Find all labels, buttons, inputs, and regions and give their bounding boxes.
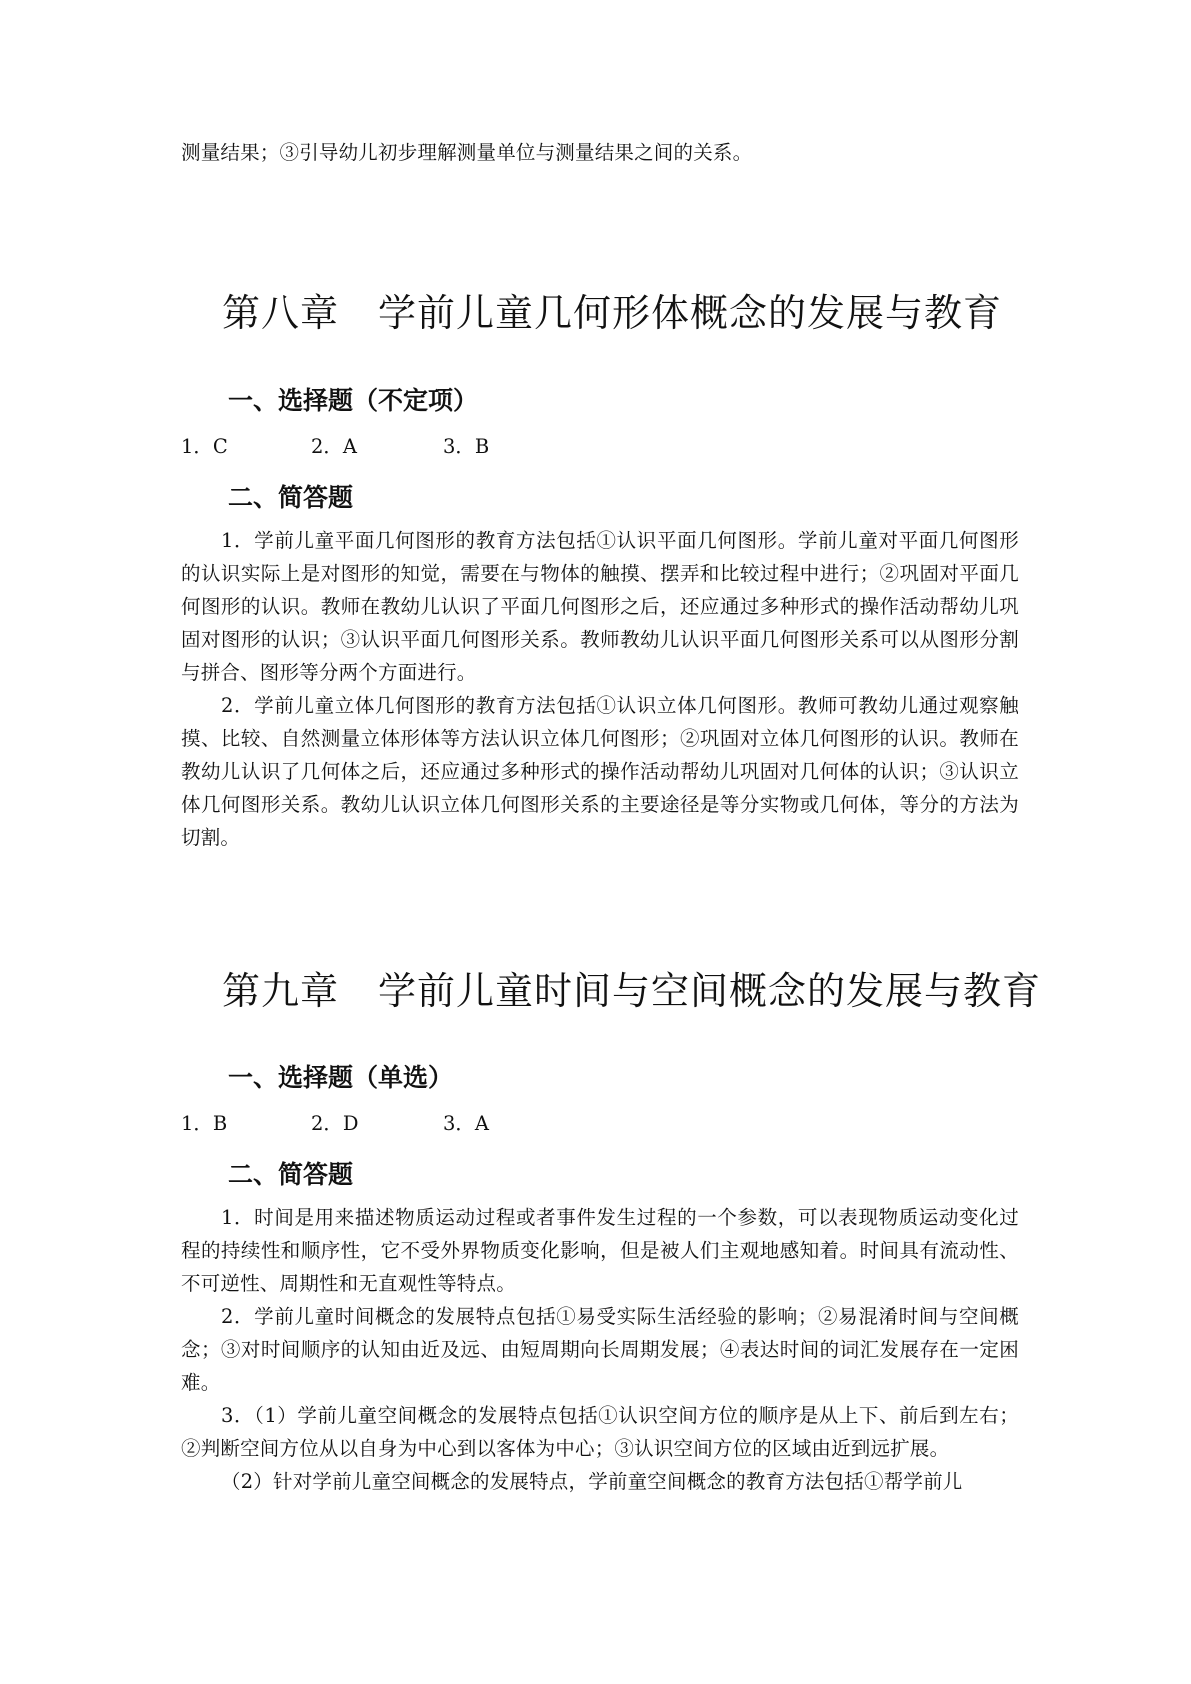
answer-item: 3．B	[443, 435, 490, 458]
answer-item: 2．A	[311, 435, 357, 458]
chapter8-title: 第八章 学前儿童几何形体概念的发展与教育	[222, 291, 1003, 335]
chapter8-section2-heading: 二、简答题	[228, 483, 354, 512]
answer-item: 1．B	[181, 1112, 228, 1135]
answer-item: 3．A	[443, 1112, 489, 1135]
chapter9-section2-heading: 二、简答题	[228, 1160, 354, 1189]
answer-item: 2．D	[311, 1112, 359, 1135]
chapter8-section1-heading: 一、选择题（不定项）	[228, 386, 479, 415]
chapter9-title: 第九章 学前儿童时间与空间概念的发展与教育	[222, 969, 1042, 1013]
answer-paragraph: 2．学前儿童时间概念的发展特点包括①易受实际生活经验的影响；②易混淆时间与空间概念；③对时间顺序的认知由近及远、由短周期向长周期发展；④表达时间的词汇发展存在一定困难。	[181, 1305, 1019, 1394]
answer-paragraph: 1．时间是用来描述物质运动过程或者事件发生过程的一个参数，可以表现物质运动变化过程的持续性和顺序性，它不受外界物质变化影响，但是被人们主观地感知着。时间具有流动性、不可逆性、周期性和无直观性等特点。	[181, 1206, 1019, 1295]
answer-paragraph: 3．（1）学前儿童空间概念的发展特点包括①认识空间方位的顺序是从上下、前后到左右；②判断空间方位从以自身为中心到以客体为中心；③认识空间方位的区域由近到远扩展。	[181, 1404, 1019, 1460]
answer-paragraph: 1．学前儿童平面几何图形的教育方法包括①认识平面几何图形。学前儿童对平面几何图形的认识实际上是对图形的知觉，需要在与物体的触摸、摆弄和比较过程中进行；②巩固对平面几何图形的认识。教师在教幼儿认识了平面几何图形之后，还应通过多种形式的操作活动帮幼儿巩固对图形的认识；③认识平面几何图形关系。教师教幼儿认识平面几何图形关系可以从图形分割与拼合、图形等分两个方面进行。	[181, 529, 1019, 684]
top-fragment	[181, 136, 1019, 169]
chapter9-answers-body	[181, 1201, 1019, 1498]
chapter9-section1-heading: 一、选择题（单选）	[228, 1063, 454, 1092]
answer-item: 1．C	[181, 435, 228, 458]
answer-paragraph: （2）针对学前儿童空间概念的发展特点，学前童空间概念的教育方法包括①帮学前儿	[221, 1470, 963, 1493]
continued-paragraph: 测量结果；③引导幼儿初步理解测量单位与测量结果之间的关系。	[181, 141, 753, 164]
chapter8-answers	[181, 432, 489, 462]
chapter9-answers	[181, 1109, 489, 1139]
answer-paragraph: 2．学前儿童立体几何图形的教育方法包括①认识立体几何图形。教师可教幼儿通过观察触摸、比较、自然测量立体形体等方法认识立体几何图形；②巩固对立体几何图形的认识。教师在教幼儿认识了几何体之后，还应通过多种形式的操作活动帮幼儿巩固对几何体的认识；③认识立体几何图形关系。教幼儿认识立体几何图形关系的主要途径是等分实物或几何体，等分的方法为切割。	[181, 694, 1019, 849]
chapter8-answers-body	[181, 524, 1019, 854]
